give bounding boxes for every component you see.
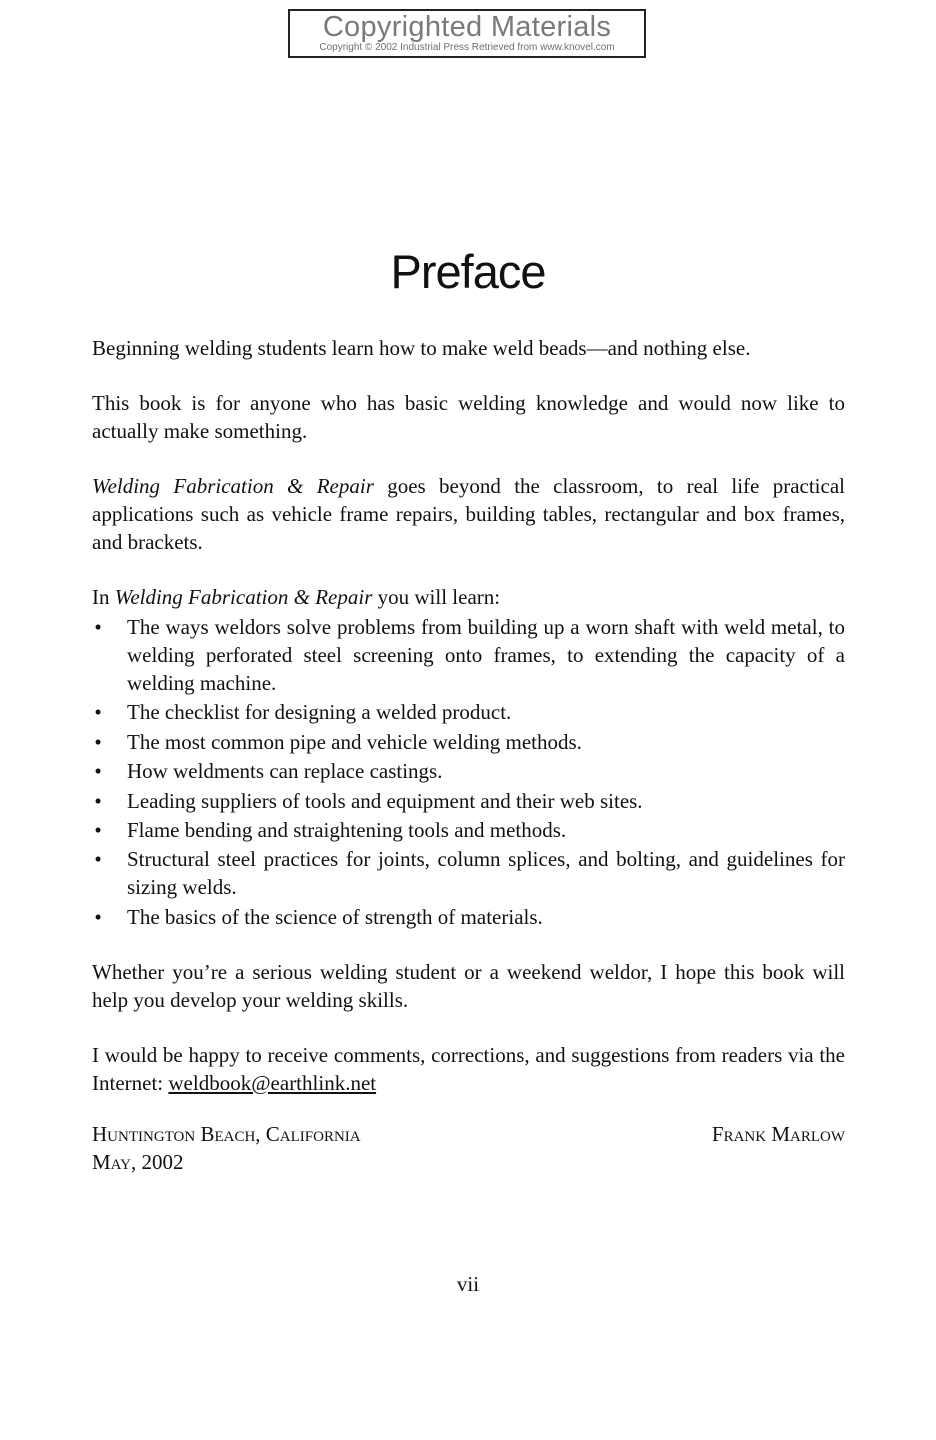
bullet-icon: •	[94, 788, 102, 813]
list-item-text: The most common pipe and vehicle welding methods.	[127, 729, 582, 754]
signature-author: Frank Marlow	[711, 1122, 845, 1146]
list-item	[92, 845, 845, 901]
list-item	[92, 728, 845, 756]
stamp-subtitle: Copyright © 2002 Industrial Press Retrieved from www.knovel.com	[319, 42, 615, 53]
list-item	[92, 613, 845, 697]
paragraph-audience: This book is for anyone who has basic welding knowledge and would now like to actually make something.	[92, 391, 845, 443]
signature-date: May, 2002	[92, 1150, 184, 1174]
stamp-title: Copyrighted Materials	[322, 11, 612, 43]
list-item	[92, 903, 845, 931]
paragraph-contact	[92, 1041, 845, 1097]
bullet-icon: •	[94, 729, 102, 754]
list-item-text: The basics of the science of strength of materials.	[127, 904, 543, 929]
contact-text: I would be happy to receive comments, corrections, and suggestions from readers via the Internet:	[92, 1042, 845, 1095]
bullet-icon: •	[94, 615, 102, 639]
bullet-icon: •	[94, 700, 102, 725]
preface-body	[92, 334, 845, 1124]
list-item	[92, 698, 845, 726]
paragraph-closing: Whether you’re a serious welding student or a weekend weldor, I hope this book will help you develop your welding skills.	[92, 959, 845, 1012]
paragraph-learn-lead	[92, 583, 845, 611]
list-item-text: Structural steel practices for joints, column splices, and bolting, and guidelines for sizing welds.	[127, 847, 845, 900]
bullet-icon: •	[94, 847, 102, 872]
list-item	[92, 787, 845, 815]
bullet-icon: •	[94, 759, 102, 784]
signature-row	[92, 1120, 845, 1148]
signature-location: Huntington Beach, California	[92, 1122, 361, 1146]
signature-block	[92, 1120, 845, 1176]
copyright-stamp	[288, 9, 646, 58]
email-link[interactable]: weldbook@earthlink.net	[168, 1070, 377, 1095]
lead-pre: In	[92, 585, 115, 609]
paragraph-scope-text: goes beyond the classroom, to real life practical applications such as vehicle frame repairs, building tables, rectangular and box frames, and brackets.	[92, 474, 845, 554]
list-item	[92, 757, 845, 785]
list-item-text: Flame bending and straightening tools and methods.	[127, 817, 567, 842]
list-item-text: Leading suppliers of tools and equipment and their web sites.	[127, 788, 643, 813]
book-title-italic: Welding Fabrication & Repair	[114, 585, 373, 609]
lead-post: you will learn:	[372, 585, 501, 609]
bullet-icon: •	[94, 817, 102, 842]
page-number: vii	[456, 1272, 480, 1296]
book-title-italic: Welding Fabrication & Repair	[92, 474, 374, 498]
bullet-icon: •	[94, 904, 102, 929]
learning-list	[92, 613, 845, 931]
list-item-text: The ways weldors solve problems from building up a worn shaft with weld metal, to welding perforated steel screening onto frames, to extending the capacity of a welding machine.	[127, 615, 845, 695]
list-item-text: How weldments can replace castings.	[127, 759, 443, 784]
paragraph-scope	[92, 472, 845, 556]
page-title: Preface	[390, 245, 546, 298]
list-item	[92, 816, 845, 844]
list-item-text: The checklist for designing a welded product.	[127, 700, 512, 725]
paragraph-intro: Beginning welding students learn how to make weld beads—and nothing else.	[92, 336, 751, 360]
